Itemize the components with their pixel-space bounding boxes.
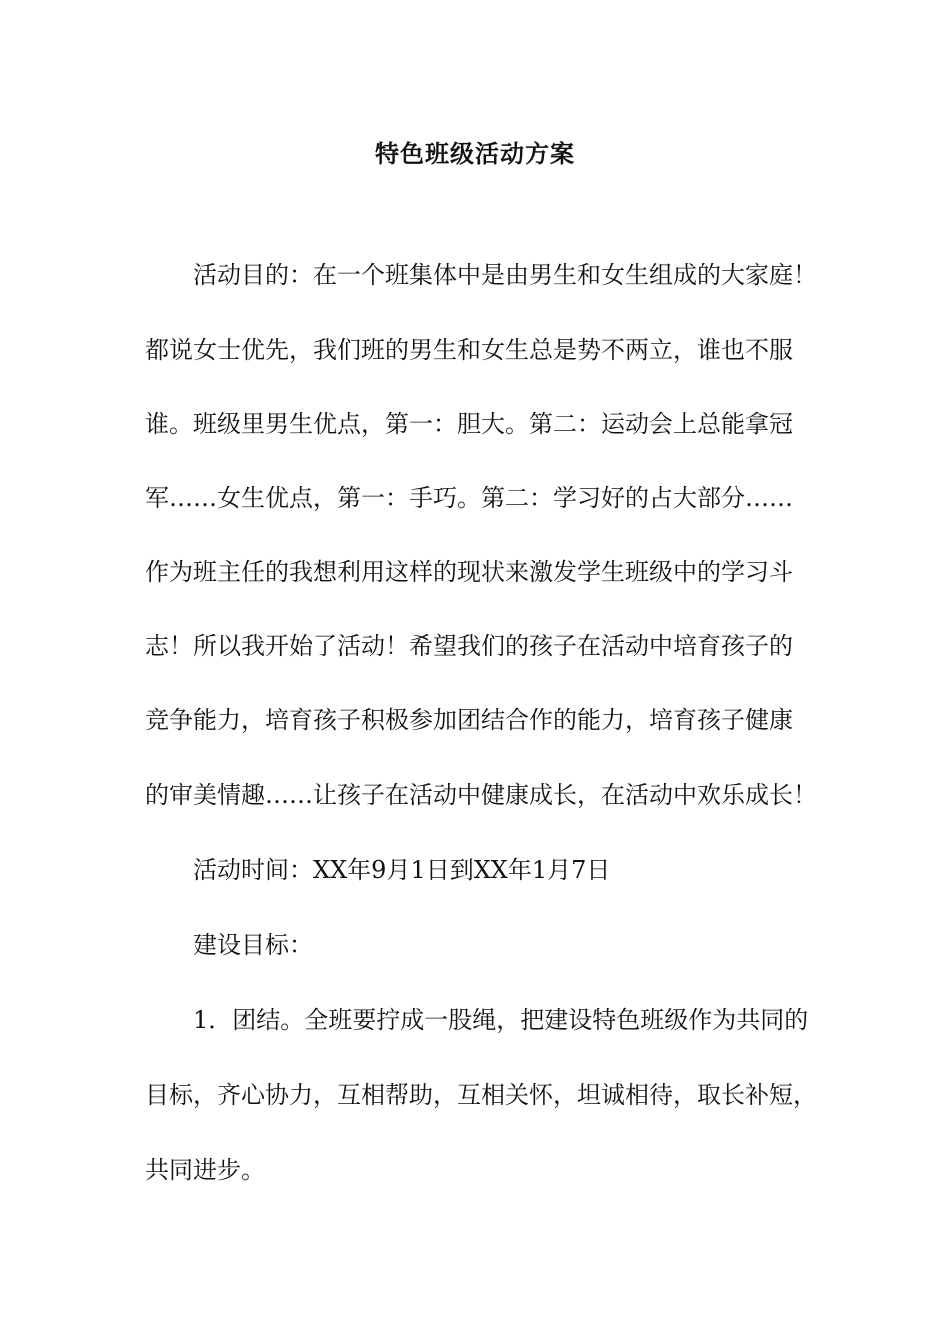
paragraph-purpose-line-7: 竞争能力，培育孩子积极参加团结合作的能力，培育孩子健康: [145, 706, 793, 734]
document-title: 特色班级活动方案: [375, 140, 575, 168]
paragraph-purpose-line-5: 作为班主任的我想利用这样的现状来激发学生班级中的学习斗: [145, 558, 793, 586]
paragraph-time: 活动时间：XX年9月1日到XX年1月7日: [193, 856, 611, 884]
paragraph-purpose-line-6: 志！所以我开始了活动！希望我们的孩子在活动中培育孩子的: [145, 632, 793, 660]
paragraph-purpose-line-4: 军……女生优点，第一：手巧。第二：学习好的占大部分……: [145, 484, 793, 512]
paragraph-goal-1-line-3: 共同进步。: [145, 1156, 265, 1184]
paragraph-goals-heading: 建设目标：: [193, 931, 313, 959]
paragraph-goal-1-line-1: 1．团结。全班要拧成一股绳，把建设特色班级作为共同的: [193, 1006, 809, 1034]
paragraph-purpose-line-8: 的审美情趣……让孩子在活动中健康成长，在活动中欢乐成长！: [145, 781, 817, 809]
paragraph-purpose-line-1: 活动目的：在一个班集体中是由男生和女生组成的大家庭！: [193, 261, 817, 289]
paragraph-goal-1-line-2: 目标，齐心协力，互相帮助，互相关怀，坦诚相待，取长补短，: [145, 1081, 817, 1109]
paragraph-purpose-line-2: 都说女士优先，我们班的男生和女生总是势不两立，谁也不服: [145, 336, 793, 364]
paragraph-purpose-line-3: 谁。班级里男生优点，第一：胆大。第二：运动会上总能拿冠: [145, 410, 793, 438]
